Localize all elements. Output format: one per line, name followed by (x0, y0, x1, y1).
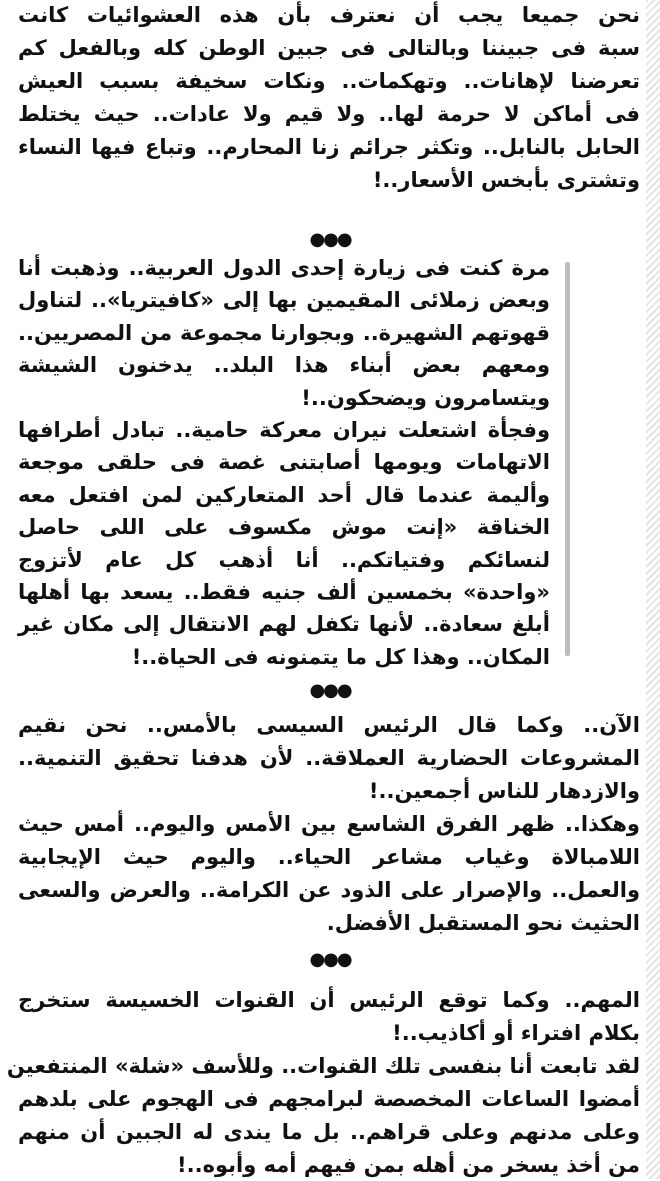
text-line: وبعض زملائى المقيمين بها إلى «كافيتريا».. لتناول (18, 288, 550, 313)
text-line: اللامبالاة وغياب مشاعر الحياء.. واليوم حيث الإيجابية (18, 845, 640, 869)
text-line: الحثيث نحو المستقبل الأفضل. (326, 911, 640, 935)
text-line: المشروعات الحضارية العملاقة.. لأن هدفنا تحقيق التنمية.. (18, 746, 640, 770)
text-line: الاتهامات ويومها أصابتنى غصة فى حلقى موجعة (18, 450, 550, 475)
text-line: وهكذا.. ظهر الفرق الشاسع بين الأمس واليوم.. أمس حيث (18, 812, 640, 836)
section-separator: ●●● (309, 680, 351, 701)
text-line: أبلغ سعادة.. لأنها تكفل لهم الانتقال إلى مكان غير (18, 612, 550, 637)
text-line: تعرضنا لإهانات.. وتهكمات.. ونكات سخيفة بسبب العيش (18, 69, 640, 93)
text-line: والازدهار للناس أجمعين..! (368, 779, 640, 803)
section-separator: ●●● (309, 949, 351, 970)
quote-side-rule (565, 262, 570, 656)
page-edge-hatching (646, 0, 660, 1179)
text-line: من أخذ يسخر من أهله بمن فيهم أمه وأبوه..! (177, 1153, 640, 1177)
text-line: بكلام افتراء أو أكاذيب..! (392, 1021, 640, 1045)
text-line: وتشترى بأبخس الأسعار..! (372, 168, 640, 192)
text-line: نحن جميعا يجب أن نعترف بأن هذه العشوائيات كانت (18, 3, 640, 27)
text-line: وفجأة اشتعلت نيران معركة حامية.. تبادل أطرافها (18, 418, 550, 442)
text-line: ويتسامرون ويضحكون..! (301, 385, 550, 410)
section-separator: ●●● (309, 229, 351, 250)
text-line: وأليمة عندما قال أحد المتعاركين لمن افتعل معه (18, 482, 550, 507)
text-line: المهم.. وكما توقع الرئيس أن القنوات الخسيسة ستخرج (18, 988, 640, 1012)
text-line: الآن.. وكما قال الرئيس السيسى بالأمس.. نحن نقيم (18, 713, 640, 737)
text-line: سبة فى جبيننا وبالتالى فى جبين الوطن كله وبالفعل كم (18, 36, 640, 60)
text-line: والعمل.. والإصرار على الذود عن الكرامة.. والعرض والسعى (18, 878, 640, 902)
text-line: الحابل بالنابل.. وتكثر جرائم زنا المحارم.. وتباع فيها النساء (18, 135, 640, 159)
text-line: ومعهم بعض أبناء هذا البلد.. يدخنون الشيشة (18, 353, 550, 378)
text-line: فى أماكن لا حرمة لها.. ولا قيم ولا عادات.. حيث يختلط (18, 102, 640, 126)
text-line: وعلى مدنهم وعلى قراهم.. بل ما يندى له الجبين أن منهم (18, 1120, 640, 1144)
text-line: لنسائكم وفتياتكم.. أنا أذهب كل عام لأتزوج (18, 547, 550, 572)
text-line: أمضوا الساعات المخصصة لبرامجهم فى الهجوم على بلدهم (18, 1087, 640, 1111)
text-line: «واحدة» بخمسين ألف جنيه فقط.. يسعد بها أهلها (18, 580, 550, 604)
text-line: المكان.. وهذا كل ما يتمنونه فى الحياة..! (131, 644, 550, 669)
text-line: مرة كنت فى زيارة إحدى الدول العربية.. وذهبت أنا (18, 256, 550, 280)
text-line: لقد تابعت أنا بنفسى تلك القنوات.. وللأسف «شلة» المنتفعين (6, 1054, 640, 1078)
text-line: الخناقة «إنت موش مكسوف على اللى حاصل (18, 515, 550, 540)
text-line: قهوتهم الشهيرة.. وبجوارنا مجموعة من المصريين.. (18, 320, 550, 345)
